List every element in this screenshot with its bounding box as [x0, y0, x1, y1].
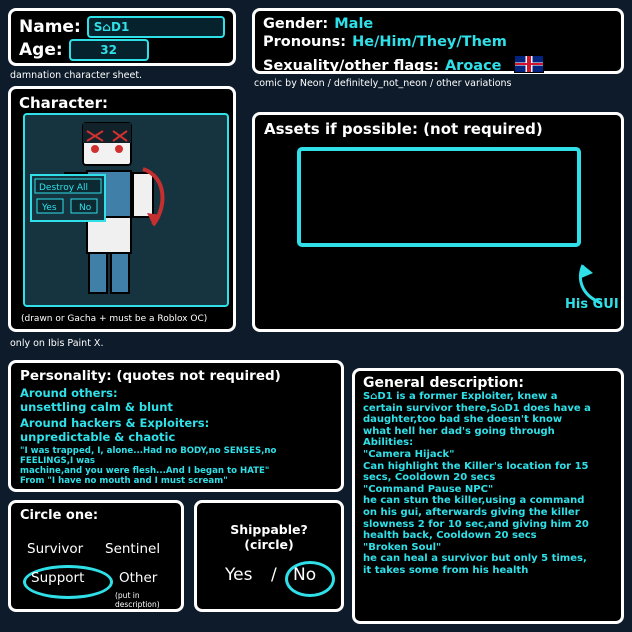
ability-1-name: "Camera Hijack"	[363, 448, 455, 460]
comic-credit: comic by Neon / definitely_not_neon / other variations	[254, 78, 512, 89]
pronouns-value: He/Him/They/Them	[352, 34, 507, 50]
character-note: (drawn or Gacha + must be a Roblox OC)	[21, 314, 208, 324]
pronouns-label: Pronouns:	[263, 34, 347, 50]
age-row	[19, 39, 225, 61]
personality-header: Personality: (quotes not required)	[20, 368, 281, 384]
ability-3-name: "Broken Soul"	[363, 541, 442, 553]
ability-2-desc-line: he can stun the killer,using a command	[363, 495, 585, 507]
ability-1-desc-line: Can highlight the Killer's location for 15	[363, 460, 589, 472]
general-description-panel	[352, 368, 624, 624]
sheet-note: damnation character sheet.	[10, 70, 143, 81]
asset-image-slot[interactable]	[297, 147, 581, 247]
svg-text:Yes: Yes	[42, 203, 57, 213]
name-label: Name:	[19, 17, 81, 37]
sexuality-value: Aroace	[444, 58, 502, 74]
option-sentinel[interactable]: Sentinel	[105, 541, 161, 557]
general-body-line: S⌂D1 is a former Exploiter, knew a	[363, 391, 558, 402]
abilities-label: Abilities:	[363, 437, 414, 449]
gui-label: His GUI	[565, 297, 619, 312]
option-other[interactable]: Other	[119, 570, 158, 586]
general-body-line: certain survivor there,S⌂D1 does have a	[363, 402, 591, 414]
option-survivor[interactable]: Survivor	[27, 541, 84, 557]
gender-label: Gender:	[263, 16, 329, 32]
age-value[interactable]: 32	[69, 39, 149, 61]
gender-row	[263, 16, 613, 32]
ability-2-desc-line: slowness 2 for 10 sec,and giving him 20	[363, 518, 589, 530]
shippable-slash: /	[271, 565, 277, 585]
ability-3-desc-line: he can heal a survivor but only 5 times,	[363, 553, 587, 565]
gender-value: Male	[334, 16, 374, 32]
quote-source: From "I have no mouth and I must scream"	[20, 475, 228, 486]
character-artwork	[23, 113, 229, 307]
circle-one-header: Circle one:	[20, 508, 99, 523]
general-body-line: what hell her dad's going through	[363, 425, 555, 437]
name-value[interactable]: S⌂D1	[87, 16, 225, 38]
ability-3-desc-line: it takes some from his health	[363, 564, 529, 576]
sexuality-row	[263, 52, 613, 74]
shippable-yes[interactable]: Yes	[225, 565, 253, 585]
sexuality-label: Sexuality/other flags:	[263, 58, 439, 74]
pronouns-row	[263, 34, 613, 50]
around-others-label: Around others:	[20, 386, 118, 400]
assets-panel	[252, 112, 624, 332]
ability-2-desc-line: health back, Cooldown 20 secs	[363, 530, 537, 542]
personality-panel	[8, 360, 344, 492]
around-others-value: unsettling calm & blunt	[20, 400, 173, 414]
quote-line-2: machine,and you were flesh...And I began to HATE"	[20, 465, 270, 476]
svg-text:No: No	[79, 203, 92, 213]
around-exploiters-value: unpredictable & chaotic	[20, 430, 176, 444]
ability-2-desc-line: on his gui, afterwards giving the killer	[363, 506, 580, 518]
character-drawing	[25, 115, 227, 305]
circle-one-panel	[8, 500, 184, 612]
svg-text:Destroy All: Destroy All	[39, 183, 89, 193]
shippable-panel	[194, 500, 344, 612]
general-header: General description:	[363, 375, 525, 391]
ibis-note: only on Ibis Paint X.	[10, 338, 104, 349]
name-age-panel	[8, 8, 236, 66]
uk-flag-icon	[514, 55, 544, 73]
quote-line-1: "I was trapped, I, alone...Had no BODY,no SENSES,no FEELINGS,I was	[20, 446, 277, 466]
option-support[interactable]: Support	[31, 570, 85, 586]
assets-header: Assets if possible: (not required)	[264, 120, 543, 138]
ability-1-desc-line: secs, Cooldown 20 secs	[363, 472, 496, 484]
age-label: Age:	[19, 40, 63, 60]
character-panel	[8, 86, 236, 332]
gender-panel	[252, 8, 624, 74]
shippable-header: Shippable? (circle)	[230, 522, 308, 552]
name-row	[19, 16, 225, 38]
character-header: Character:	[19, 94, 108, 112]
ability-2-name: "Command Pause NPC"	[363, 483, 494, 495]
shippable-no[interactable]: No	[293, 565, 317, 585]
around-exploiters-label: Around hackers & Exploiters:	[20, 416, 210, 430]
circle-one-note: (put in description)	[115, 591, 160, 609]
general-body-line: daughter,too bad she doesn't know	[363, 414, 563, 426]
